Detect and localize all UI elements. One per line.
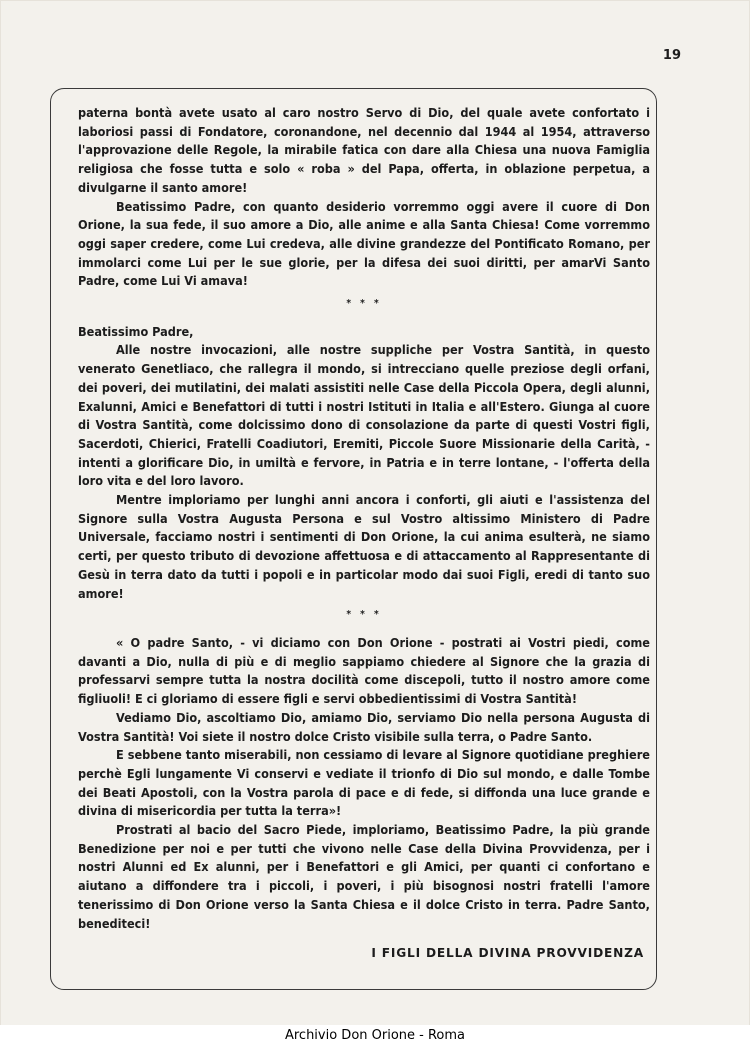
paragraph: Prostrati al bacio del Sacro Piede, imploriamo, Beatissimo Padre, la più grande Benedizione per noi e per tutti che vivono nelle Case della Divina Provvidenza, per i nostri Alunni ed Ex alunni, per i Benefattori e gli Amici, per quanti ci confortano e aiutano a diffondere tra i piccoli, i poveri, i più bisognosi nostri fratelli l'amore tenerissimo di Don Orione verso la Santa Chiesa e il dolce Cristo in terra. Padre Santo, benediteci! [78, 822, 650, 931]
paragraph-continuation: paterna bontà avete usato al caro nostro Servo di Dio, del quale avete confortato i laboriosi passi di Fondatore, coronandone, nel decennio dal 1944 al 1954, attraverso l'approvazione delle Regole, la mirabile fatica con dare alla Chiesa una nuova Famiglia religiosa che fosse tutta e solo « roba » del Papa, offerta, in oblazione perpetua, a divulgarne il santo amore! [78, 105, 650, 195]
letter-body [78, 104, 650, 963]
section-separator: * * * [346, 609, 382, 621]
page-number: 19 [662, 48, 681, 63]
paragraph: Beatissimo Padre, con quanto desiderio vorremmo oggi avere il cuore di Don Orione, la sua fede, il suo amore a Dio, alle anime e alla Santa Chiesa! Come vorremmo oggi saper credere, come Lui credeva, alle divine grandezze del Pontificato Romano, per immolarci come Lui per le sue glorie, per la difesa dei suoi diritti, per amarVi Santo Padre, come Lui Vi amava! [78, 198, 650, 289]
paragraph: Vediamo Dio, ascoltiamo Dio, amiamo Dio, serviamo Dio nella persona Augusta di Vostra Santità! Voi siete il nostro dolce Cristo visibile sulla terra, o Padre Santo. [78, 709, 650, 744]
paragraph: Alle nostre invocazioni, alle nostre suppliche per Vostra Santità, in questo venerato Genetliaco, che rallegra il mondo, si intrecciano quelle preziose degli orfani, dei poveri, dei mutilatini, dei malati assistiti nelle Case della Piccola Opera, degli alunni, Exalunni, Amici e Benefattori di tutti i nostri Istituti in Italia e all'Estero. Giunga al cuore di Vostra Santità, come dolcissimo dono di consolazione da parte di questi Vostri figli, Sacerdoti, Chierici, Fratelli Coadiutori, Eremiti, Piccole Suore Missionarie della Carità, - intenti a glorificare Dio, in umiltà e fervore, in Patria e in terre lontane, - l'offerta della loro vita e del loro lavoro. [78, 342, 650, 489]
signature: I FIGLI DELLA DIVINA PROVVIDENZA [371, 946, 644, 961]
quoted-paragraph: « O padre Santo, - vi diciamo con Don Orione - postrati ai Vostri piedi, come davanti a Dio, nulla di più e di meglio sappiamo chiedere al Signore che la grazia di professarvi sempre tutta la nostra docilità come discepoli, tutto il nostro amore come figliuoli! E ci gloriamo di essere figli e servi obbedientissimi di Vostra Santità! [78, 634, 650, 707]
paragraph: Mentre imploriamo per lunghi anni ancora i conforti, gli aiuti e l'assistenza del Signore sulla Vostra Augusta Persona e sul Vostro altissimo Ministero di Padre Universale, facciamo nostri i sentimenti di Don Orione, la cui anima esulterà, ne siamo certi, per questo tributo di devozione affettuosa e di attaccamento al Rappresentante di Gesù in terra dato da tutti i popoli e in particolar modo dai suoi Figli, eredi di tanto suo amore! [78, 492, 650, 601]
paragraph: E sebbene tanto miserabili, non cessiamo di levare al Signore quotidiane preghiere perchè Egli lungamente Vi conservi e vediate il trionfo di Dio sul mondo, e dalle Tombe dei Beati Apostoli, con la Vostra parola di pace e di fede, si diffonda una luce grande e divina di misericordia per tutta la terra»! [78, 747, 650, 819]
section-separator: * * * [346, 298, 382, 310]
archive-footer: Archivio Don Orione - Roma [284, 1028, 466, 1043]
salutation: Beatissimo Padre, [78, 323, 194, 339]
